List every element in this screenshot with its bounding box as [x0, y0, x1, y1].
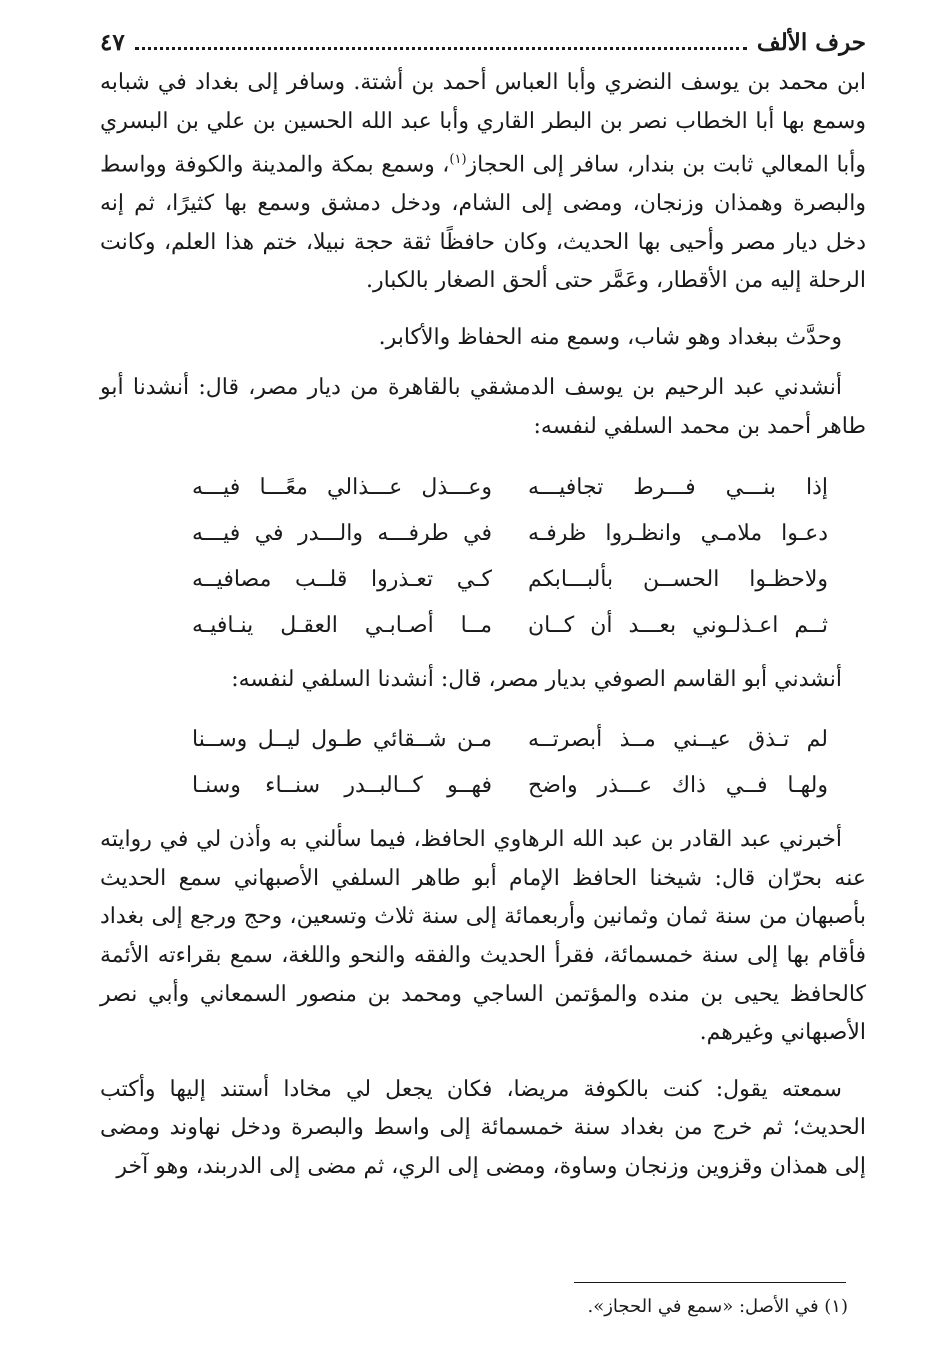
header-dotted-leader: [135, 47, 747, 50]
verse-line: [100, 603, 866, 649]
verse-line: [100, 511, 866, 557]
paragraph-2: وحدَّث ببغداد وهو شاب، وسمع منه الحفاظ والأكابر.: [378, 324, 842, 350]
footnote-ref: (١): [449, 152, 467, 168]
verse-first-hemistich: ثــم اعـذلـوني بعـــد أن كــان: [528, 612, 828, 638]
verse-first-hemistich: دعـوا ملامـي وانظـروا ظرفـه: [528, 520, 828, 546]
verse-first-hemistich: لم تـذق عيــني مــذ أبصرتــه: [528, 727, 828, 753]
page-header: [100, 22, 866, 64]
paragraph-5: أخبرني عبد القادر بن عبد الله الرهاوي الحافظ، فيما سألني به وأذن لي في روايته عنه بحرّان قال: شيخنا الحافظ الإمام أبو طاهر السلفي الأصبهاني سمع الحديث بأصبهان من سنة ثمان وثمانين وأربعمائة إلى سنة ثلاث وتسعين، وحج ورجع إلى بغداد فأقام بها إلى سنة خمسمائة، فقرأ الحديث والفقه والنحو واللغة، سمع بقراءته الأئمة كالحافظ يحيى بن منده والمؤتمن الساجي ومحمد بن منصور السمعاني وأبي نصر الأصبهاني وغيرهم.: [100, 827, 866, 1046]
paragraph-1-text: ابن محمد بن يوسف النضري وأبا العباس أحمد بن أشتة. وسافر إلى بغداد في شبابه وسمع بها أبا الخطاب نصر بن البطر القاري وأبا عبد الله الحسين بن علي بن البسري وأبا المعالي ثابت بن بندار، سافر إلى الحجاز: [100, 70, 867, 178]
verse-first-hemistich: ولاحظـوا الحســن بألبـــابكم: [528, 566, 828, 592]
paragraph-1: [100, 64, 866, 301]
paragraph-4: أنشدني أبو القاسم الصوفي بديار مصر، قال: أنشدنا السلفي لنفسه:: [231, 666, 842, 692]
verse-second-hemistich: فهــو كــالبــدر سنــاء وسنـا: [192, 773, 492, 799]
verse-second-hemistich: مـن شــقائي طـول ليــل وســنا: [192, 727, 492, 753]
paragraph-3: أنشدني عبد الرحيم بن يوسف الدمشقي بالقاهرة من ديار مصر، قال: أنشدنا أبو طاهر أحمد بن محمد السلفي لنفسه:: [100, 375, 866, 440]
paragraph-1-continued: ، وسمع بمكة والمدينة والكوفة وواسط والبصرة وهمذان وزنجان، ومضى إلى الشام، ودخل دمشق وسمع بها كثيرًا، ثم إنه دخل ديار مصر وأحيى بها الحديث، وكان حافظًا ثقة حجة نبيلا، ختم هذا العلم، وكانت الرحلة إليه من الأقطار، وعَمَّر حتى ألحق الصغار بالكبار.: [100, 152, 866, 294]
verse-first-hemistich: ولهـا فــي ذاك عـــذر واضح: [528, 773, 828, 799]
verse-line: [100, 717, 866, 763]
verse-second-hemistich: مــا أصـابـي العقـل ينـافيـه: [192, 612, 492, 638]
chapter-title: حرف الألف: [756, 29, 866, 56]
paragraph-6: سمعته يقول: كنت بالكوفة مريضا، فكان يجعل لي مخادا أستند إليها وأكتب الحديث؛ ثم خرج من بغداد سنة خمسمائة إلى واسط والبصرة ودخل نهاوند ومضى إلى همذان وقزوين وزنجان وساوة، ومضى إلى الري، ثم مضى إلى الدربند، وهو آخر: [100, 1076, 866, 1180]
verse-line: [100, 763, 866, 809]
footnote: (١) في الأصل: «سمع في الحجاز».: [587, 1296, 848, 1317]
poem-1: [100, 465, 866, 649]
verse-line: [100, 557, 866, 603]
page: [100, 22, 866, 1187]
verse-line: [100, 465, 866, 511]
page-number: ٤٧: [100, 29, 125, 56]
verse-first-hemistich: إذا بنـــي فـــرط تجافيـــه: [528, 474, 828, 500]
verse-second-hemistich: كـي تعـذروا قلــب مصافيــه: [192, 566, 492, 592]
poem-2: [100, 717, 866, 809]
verse-second-hemistich: وعـــذل عـــذالي معًـــا فيـــه: [192, 474, 492, 500]
footnote-divider: [574, 1282, 846, 1283]
verse-second-hemistich: في طرفـــه والـــدر في فيـــه: [192, 520, 492, 546]
